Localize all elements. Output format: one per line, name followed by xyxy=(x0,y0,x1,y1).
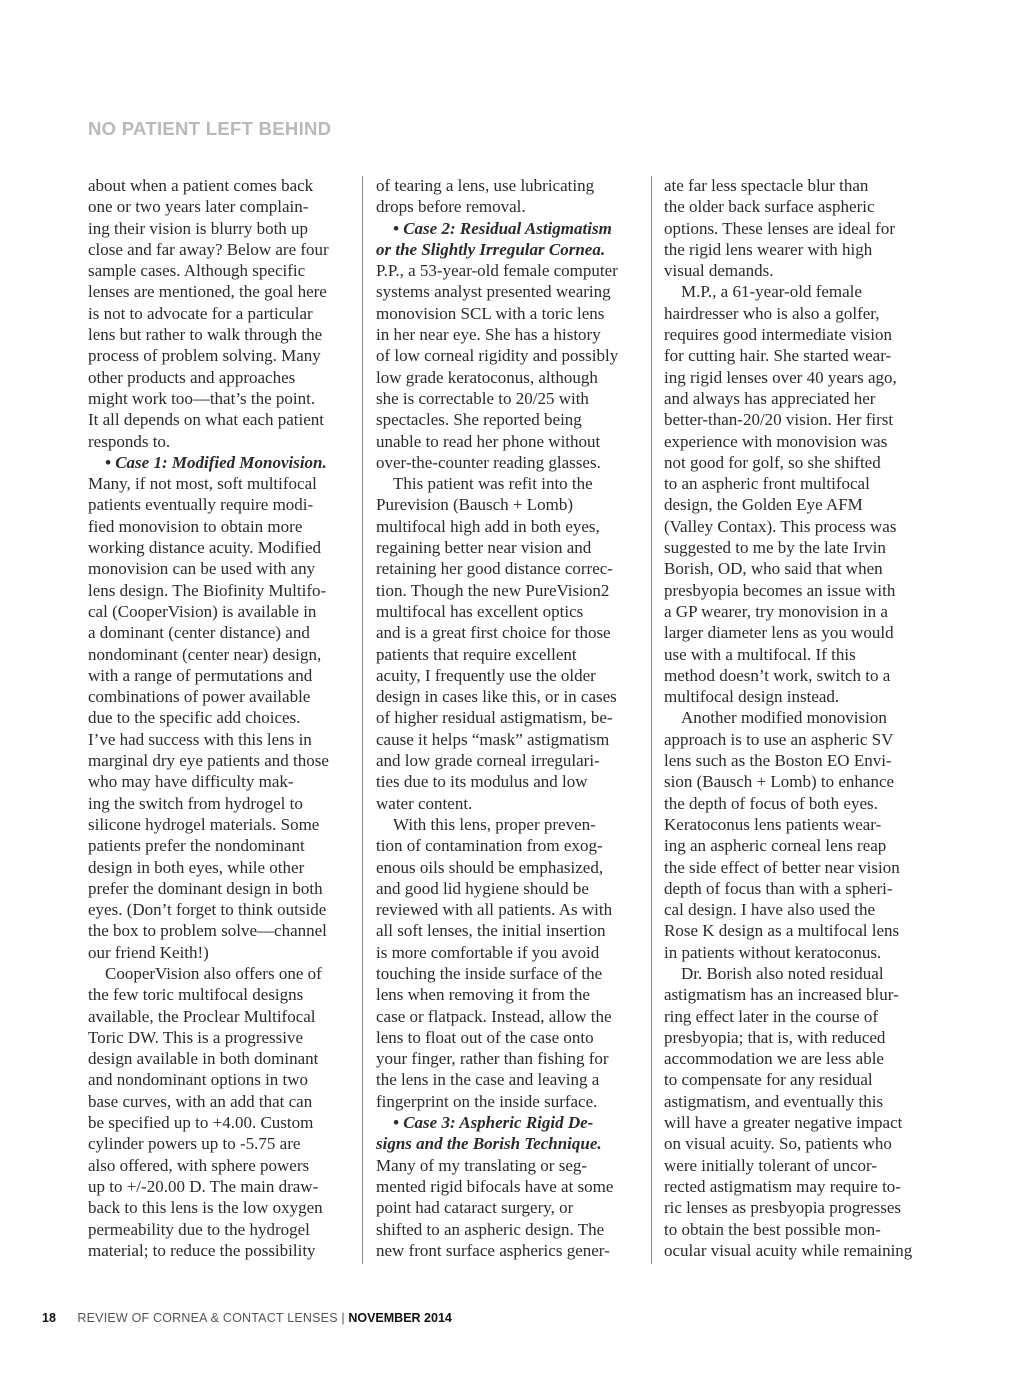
text-line: fingerprint on the inside surface. xyxy=(376,1091,598,1111)
text-line: systems analyst presented wearing xyxy=(376,282,611,302)
text-line: silicone hydrogel materials. Some xyxy=(88,814,320,834)
text-line: lens but rather to walk through the xyxy=(88,325,323,345)
page-number: 18 xyxy=(42,1311,56,1325)
text-line: will have a greater negative impact xyxy=(664,1113,903,1133)
text-line: tion. Though the new PureVision2 xyxy=(376,580,610,600)
text-line: CooperVision also offers one of xyxy=(105,963,322,983)
text-line: patients prefer the nondominant xyxy=(88,836,305,856)
text-line: nondominant (center near) design, xyxy=(88,644,322,664)
text-line: and low grade corneal irregulari- xyxy=(376,751,600,771)
text-line: visual demands. xyxy=(664,261,774,281)
case-heading: • Case 2: Residual Astigmatism xyxy=(393,218,612,238)
text-line: design, the Golden Eye AFM xyxy=(664,495,863,515)
column-divider xyxy=(651,176,652,1264)
text-line: the box to problem solve—channel xyxy=(88,921,327,941)
text-line: astigmatism has an increased blur- xyxy=(664,985,899,1005)
text-line: responds to. xyxy=(88,431,171,451)
text-line: experience with monovision was xyxy=(664,431,888,451)
text-line: permeability due to the hydrogel xyxy=(88,1219,310,1239)
text-line: eyes. (Don’t forget to think outside xyxy=(88,900,327,920)
text-line: Rose K design as a multifocal lens xyxy=(664,921,900,941)
paragraph xyxy=(664,707,932,963)
text-line: unable to read her phone without xyxy=(376,431,601,451)
text-line: acuity, I frequently use the older xyxy=(376,665,596,685)
text-line: Many, if not most, soft multifocal xyxy=(88,474,317,494)
text-line: due to the specific add choices. xyxy=(88,708,301,728)
text-line: lens design. The Biofinity Multifo- xyxy=(88,580,327,600)
text-line: suggested to me by the late Irvin xyxy=(664,538,886,558)
text-line: Toric DW. This is a progressive xyxy=(88,1027,304,1047)
text-line: water content. xyxy=(376,793,473,813)
case-heading: or the Slightly Irregular Cornea. xyxy=(376,239,606,259)
text-line: ric lenses as presbyopia progresses xyxy=(664,1198,901,1218)
column-divider xyxy=(362,176,363,1264)
text-line: lens such as the Boston EO Envi- xyxy=(664,751,892,771)
text-line: other products and approaches xyxy=(88,367,296,387)
paragraph xyxy=(376,175,644,218)
text-line: is more comfortable if you avoid xyxy=(376,942,600,962)
text-line: sample cases. Although specific xyxy=(88,261,306,281)
text-line: Dr. Borish also noted residual xyxy=(681,963,884,983)
text-line: Another modified monovision xyxy=(681,708,887,728)
text-line: a GP wearer, try monovision in a xyxy=(664,601,888,621)
text-line: material; to reduce the possibility xyxy=(88,1240,316,1260)
text-line: reviewed with all patients. As with xyxy=(376,900,613,920)
text-line: available, the Proclear Multifocal xyxy=(88,1006,316,1026)
case-heading: • Case 1: Modified Monovision. xyxy=(105,452,327,472)
text-line: is not to advocate for a particular xyxy=(88,303,313,323)
text-line: to obtain the best possible mon- xyxy=(664,1219,881,1239)
text-line: shifted to an aspheric design. The xyxy=(376,1219,605,1239)
paragraph xyxy=(376,1112,644,1261)
paragraph xyxy=(88,452,356,963)
text-line: one or two years later complain- xyxy=(88,197,309,217)
text-line: approach is to use an aspheric SV xyxy=(664,729,894,749)
text-line: fied monovision to obtain more xyxy=(88,516,303,536)
text-line: It all depends on what each patient xyxy=(88,410,325,430)
text-line: combinations of power available xyxy=(88,687,311,707)
text-line: design available in both dominant xyxy=(88,1049,319,1069)
text-line: over-the-counter reading glasses. xyxy=(376,452,601,472)
text-line: This patient was refit into the xyxy=(393,474,593,494)
text-line: point had cataract surgery, or xyxy=(376,1198,574,1218)
text-line: and nondominant options in two xyxy=(88,1070,309,1090)
text-line: case or flatpack. Instead, allow the xyxy=(376,1006,612,1026)
text-line: not good for golf, so she shifted xyxy=(664,452,881,472)
text-line: the depth of focus of both eyes. xyxy=(664,793,878,813)
text-line: about when a patient comes back xyxy=(88,176,314,195)
text-line: use with a multifocal. If this xyxy=(664,644,856,664)
text-line: Keratoconus lens patients wear- xyxy=(664,814,882,834)
text-line: of low corneal rigidity and possibly xyxy=(376,346,619,366)
text-line: P.P., a 53-year-old female computer xyxy=(376,261,618,281)
text-line: cal (CooperVision) is available in xyxy=(88,601,317,621)
text-line: for cutting hair. She started wear- xyxy=(664,346,892,366)
column-1 xyxy=(88,175,356,1261)
text-line: to compensate for any residual xyxy=(664,1070,873,1090)
text-line: monovision SCL with a toric lens xyxy=(376,303,605,323)
text-line: options. These lenses are ideal for xyxy=(664,218,896,238)
text-line: were initially tolerant of uncor- xyxy=(664,1155,878,1175)
text-line: in her near eye. She has a history xyxy=(376,325,601,345)
text-line: patients eventually require modi- xyxy=(88,495,314,515)
text-line: all soft lenses, the initial insertion xyxy=(376,921,606,941)
text-line: ring effect later in the course of xyxy=(664,1006,878,1026)
text-line: prefer the dominant design in both xyxy=(88,878,323,898)
text-line: she is correctable to 20/25 with xyxy=(376,388,589,408)
text-line: of higher residual astigmatism, be- xyxy=(376,708,613,728)
paragraph xyxy=(376,218,644,474)
text-line: low grade keratoconus, although xyxy=(376,367,598,387)
text-line: drops before removal. xyxy=(376,197,526,217)
text-line: and is a great first choice for those xyxy=(376,623,611,643)
text-line: ing rigid lenses over 40 years ago, xyxy=(664,367,897,387)
text-line: enous oils should be emphasized, xyxy=(376,857,604,877)
text-line: cause it helps “mask” astigmatism xyxy=(376,729,610,749)
paragraph xyxy=(88,175,356,452)
text-line: Borish, OD, who said that when xyxy=(664,559,883,579)
text-line: multifocal design instead. xyxy=(664,687,840,707)
text-line: requires good intermediate vision xyxy=(664,325,893,345)
text-line: new front surface aspherics gener- xyxy=(376,1240,610,1260)
text-line: With this lens, proper preven- xyxy=(393,814,596,834)
text-line: in patients without keratoconus. xyxy=(664,942,882,962)
text-line: Many of my translating or seg- xyxy=(376,1155,588,1175)
text-line: cylinder powers up to -5.75 are xyxy=(88,1134,301,1154)
text-line: process of problem solving. Many xyxy=(88,346,321,366)
text-line: base curves, with an add that can xyxy=(88,1091,313,1111)
paragraph xyxy=(376,473,644,814)
text-line: with a range of permutations and xyxy=(88,665,313,685)
paragraph xyxy=(664,963,932,1261)
text-line: to an aspheric front multifocal xyxy=(664,474,870,494)
text-line: touching the inside surface of the xyxy=(376,963,603,983)
issue-date: NOVEMBER 2014 xyxy=(348,1311,452,1325)
text-line: monovision can be used with any xyxy=(88,559,316,579)
text-line: ate far less spectacle blur than xyxy=(664,176,869,195)
text-line: marginal dry eye patients and those xyxy=(88,751,329,771)
case-heading: signs and the Borish Technique. xyxy=(376,1134,602,1154)
text-line: the rigid lens wearer with high xyxy=(664,239,873,259)
text-line: of tearing a lens, use lubricating xyxy=(376,176,595,195)
publication-name: REVIEW OF CORNEA & CONTACT LENSES | xyxy=(77,1311,345,1325)
column-2 xyxy=(376,175,644,1261)
page-footer xyxy=(42,1311,452,1325)
text-line: tion of contamination from exog- xyxy=(376,836,603,856)
text-line: and good lid hygiene should be xyxy=(376,878,589,898)
text-line: the side effect of better near vision xyxy=(664,857,900,877)
text-line: larger diameter lens as you would xyxy=(664,623,894,643)
text-line: the lens in the case and leaving a xyxy=(376,1070,600,1090)
text-line: lens when removing it from the xyxy=(376,985,590,1005)
text-line: also offered, with sphere powers xyxy=(88,1155,310,1175)
text-line: design in cases like this, or in cases xyxy=(376,687,617,707)
text-line: (Valley Contax). This process was xyxy=(664,516,897,536)
text-line: cal design. I have also used the xyxy=(664,900,876,920)
text-line: ocular visual acuity while remaining xyxy=(664,1240,913,1260)
text-line: regaining better near vision and xyxy=(376,538,592,558)
text-line: retaining her good distance correc- xyxy=(376,559,613,579)
text-line: presbyopia becomes an issue with xyxy=(664,580,896,600)
text-line: accommodation we are less able xyxy=(664,1049,884,1069)
text-line: design in both eyes, while other xyxy=(88,857,305,877)
text-line: be specified up to +4.00. Custom xyxy=(88,1113,314,1133)
text-line: lens to float out of the case onto xyxy=(376,1027,594,1047)
text-line: hairdresser who is also a golfer, xyxy=(664,303,880,323)
text-line: ties due to its modulus and low xyxy=(376,772,588,792)
text-line: ing the switch from hydrogel to xyxy=(88,793,303,813)
paragraph xyxy=(88,963,356,1261)
text-line: ing an aspheric corneal lens reap xyxy=(664,836,887,856)
text-line: on visual acuity. So, patients who xyxy=(664,1134,892,1154)
text-line: working distance acuity. Modified xyxy=(88,538,322,558)
text-line: might work too—that’s the point. xyxy=(88,388,316,408)
text-line: up to +/-20.00 D. The main draw- xyxy=(88,1176,319,1196)
text-line: astigmatism, and eventually this xyxy=(664,1091,884,1111)
text-line: mented rigid bifocals have at some xyxy=(376,1176,614,1196)
text-line: patients that require excellent xyxy=(376,644,577,664)
text-line: depth of focus than with a spheri- xyxy=(664,878,893,898)
text-line: multifocal has excellent optics xyxy=(376,601,584,621)
text-line: close and far away? Below are four xyxy=(88,239,329,259)
text-line: our friend Keith!) xyxy=(88,942,209,962)
paragraph xyxy=(664,175,932,281)
text-line: back to this lens is the low oxygen xyxy=(88,1198,323,1218)
text-line: I’ve had success with this lens in xyxy=(88,729,312,749)
text-line: M.P., a 61-year-old female xyxy=(681,282,862,302)
text-line: better-than-20/20 vision. Her first xyxy=(664,410,894,430)
text-line: the few toric multifocal designs xyxy=(88,985,304,1005)
paragraph xyxy=(664,281,932,707)
text-line: Purevision (Bausch + Lomb) xyxy=(376,495,574,515)
text-line: rected astigmatism may require to- xyxy=(664,1176,901,1196)
text-line: who may have difficulty mak- xyxy=(88,772,294,792)
text-line: multifocal high add in both eyes, xyxy=(376,516,600,536)
case-heading: • Case 3: Aspheric Rigid De- xyxy=(393,1113,594,1133)
text-line: ing their vision is blurry both up xyxy=(88,218,309,238)
section-title: NO PATIENT LEFT BEHIND xyxy=(88,118,332,139)
column-3 xyxy=(664,175,932,1261)
text-line: sion (Bausch + Lomb) to enhance xyxy=(664,772,895,792)
text-line: the older back surface aspheric xyxy=(664,197,875,217)
text-line: your finger, rather than fishing for xyxy=(376,1049,609,1069)
text-line: a dominant (center distance) and xyxy=(88,623,310,643)
text-line: method doesn’t work, switch to a xyxy=(664,665,891,685)
paragraph xyxy=(376,814,644,1112)
text-line: lenses are mentioned, the goal here xyxy=(88,282,327,302)
text-line: and always has appreciated her xyxy=(664,388,876,408)
text-line: spectacles. She reported being xyxy=(376,410,582,430)
text-line: presbyopia; that is, with reduced xyxy=(664,1027,886,1047)
